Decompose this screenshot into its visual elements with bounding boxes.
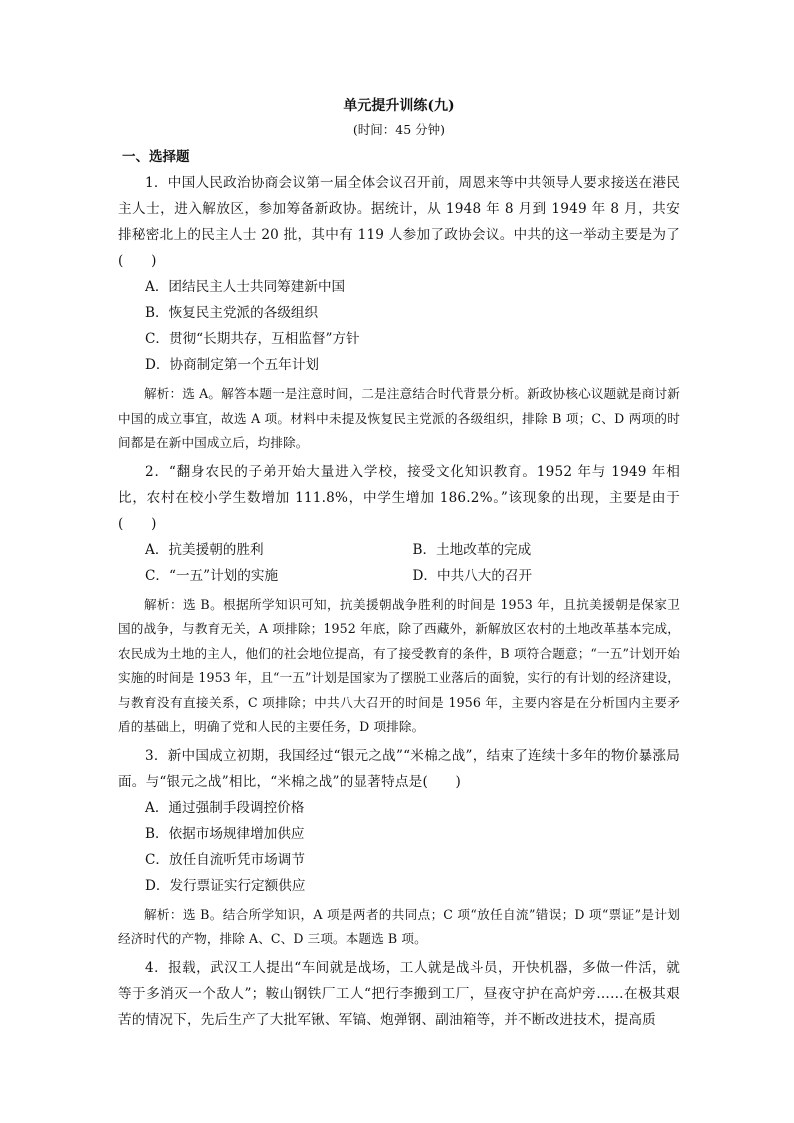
- question-2-stem: 2．“翻身农民的子弟开始大量进入学校，接受文化知识教育。1952 年与 1949 年相比，农村在校小学生数增加 111.8%，中学生增加 186.2%。”该现象的出现，主要是由于( ): [118, 463, 680, 532]
- section-heading: 一、选择题: [122, 149, 190, 165]
- question-3-option-b: B．依据市场规律增加供应: [145, 825, 305, 842]
- question-1-analysis: 解析：选 A。解答本题一是注意时间，二是注意结合时代背景分析。新政协核心议题就是商讨新中国的成立事宜，故选 A 项。材料中未提及恢复民主党派的各级组织，排除 B 项；C、D 两项的时间都是在新中国成立后，均排除。: [118, 386, 680, 450]
- question-2-option-a: A．抗美援朝的胜利: [145, 541, 264, 558]
- question-1-option-b: B．恢复民主党派的各级组织: [145, 305, 319, 321]
- question-4-stem: 4．报载，武汉工人提出“车间就是战场，工人就是战斗员，开快机器，多做一件活，就等于多消灭一个敌人”；鞍山钢铁厂工人“把行李搬到工厂，昼夜守护在高炉旁……在极其艰苦的情况下，先后生产了大批军锹、军镐、炮弹钢、副油箱等，并不断改进技术，提高质: [118, 959, 680, 1028]
- question-2-analysis: 解析：选 B。根据所学知识可知，抗美援朝战争胜利的时间是 1953 年，且抗美援朝是保家卫国的战争，与教育无关，A 项排除；1952 年底，除了西藏外，新解放区农村的土地改革基本完成，农民成为土地的主人，他们的社会地位提高，有了接受教育的条件，B 项符合题意；“一五”计划开始实施的时间是 1953 年，且“一五”计划是国家为了摆脱工业落后的面貌，实行的有计划的经济建设，与教育没有直接关系，C 项排除；中共八大召开的时间是 1956 年，主要内容是在分析国内主要矛盾的基础上，明确了党和人民的主要任务，D 项排除。: [118, 596, 680, 734]
- question-1-stem: 1．中国人民政治协商会议第一届全体会议召开前，周恩来等中共领导人要求接送在港民主人士，进入解放区，参加筹备新政协。据统计，从 1948 年 8 月到 1949 年 8 月，共安排秘密北上的民主人士 20 批，其中有 119 人参加了政协会议。中共的这一举动主要是为了( ): [118, 175, 680, 269]
- page-subtitle: (时间：45 分钟): [352, 122, 446, 137]
- document-content: [118, 97, 680, 1033]
- question-2-option-b: B．土地改革的完成: [412, 541, 532, 558]
- question-1-option-d: D．协商制定第一个五年计划: [145, 357, 320, 373]
- question-1-option-c: C．贯彻“长期共存，互相监督”方针: [145, 331, 360, 347]
- question-3-option-c: C．放任自流听凭市场调节: [145, 851, 305, 868]
- question-2-options-row-2: [145, 563, 680, 589]
- question-2-option-c: C．“一五”计划的实施: [145, 567, 279, 584]
- question-3-analysis: 解析：选 B。结合所学知识，A 项是两者的共同点；C 项“放任自流”错误；D 项“票证”是计划经济时代的产物，排除 A、C、D 三项。本题选 B 项。: [118, 906, 680, 946]
- page-title: 单元提升训练(九): [343, 98, 455, 114]
- question-1-option-a: A．团结民主人士共同筹建新中国: [145, 279, 346, 295]
- question-3-option-d: D．发行票证实行定额供应: [145, 877, 306, 894]
- question-2-option-d: D．中共八大的召开: [412, 567, 533, 584]
- question-2-options-row-1: [145, 537, 680, 563]
- question-3-stem: 3．新中国成立初期，我国经过“银元之战”“米棉之战”，结束了连续十多年的物价暴涨局面。与“银元之战”相比，“米棉之战”的显著特点是( ): [118, 747, 680, 790]
- question-3-option-a: A．通过强制手段调控价格: [145, 799, 305, 816]
